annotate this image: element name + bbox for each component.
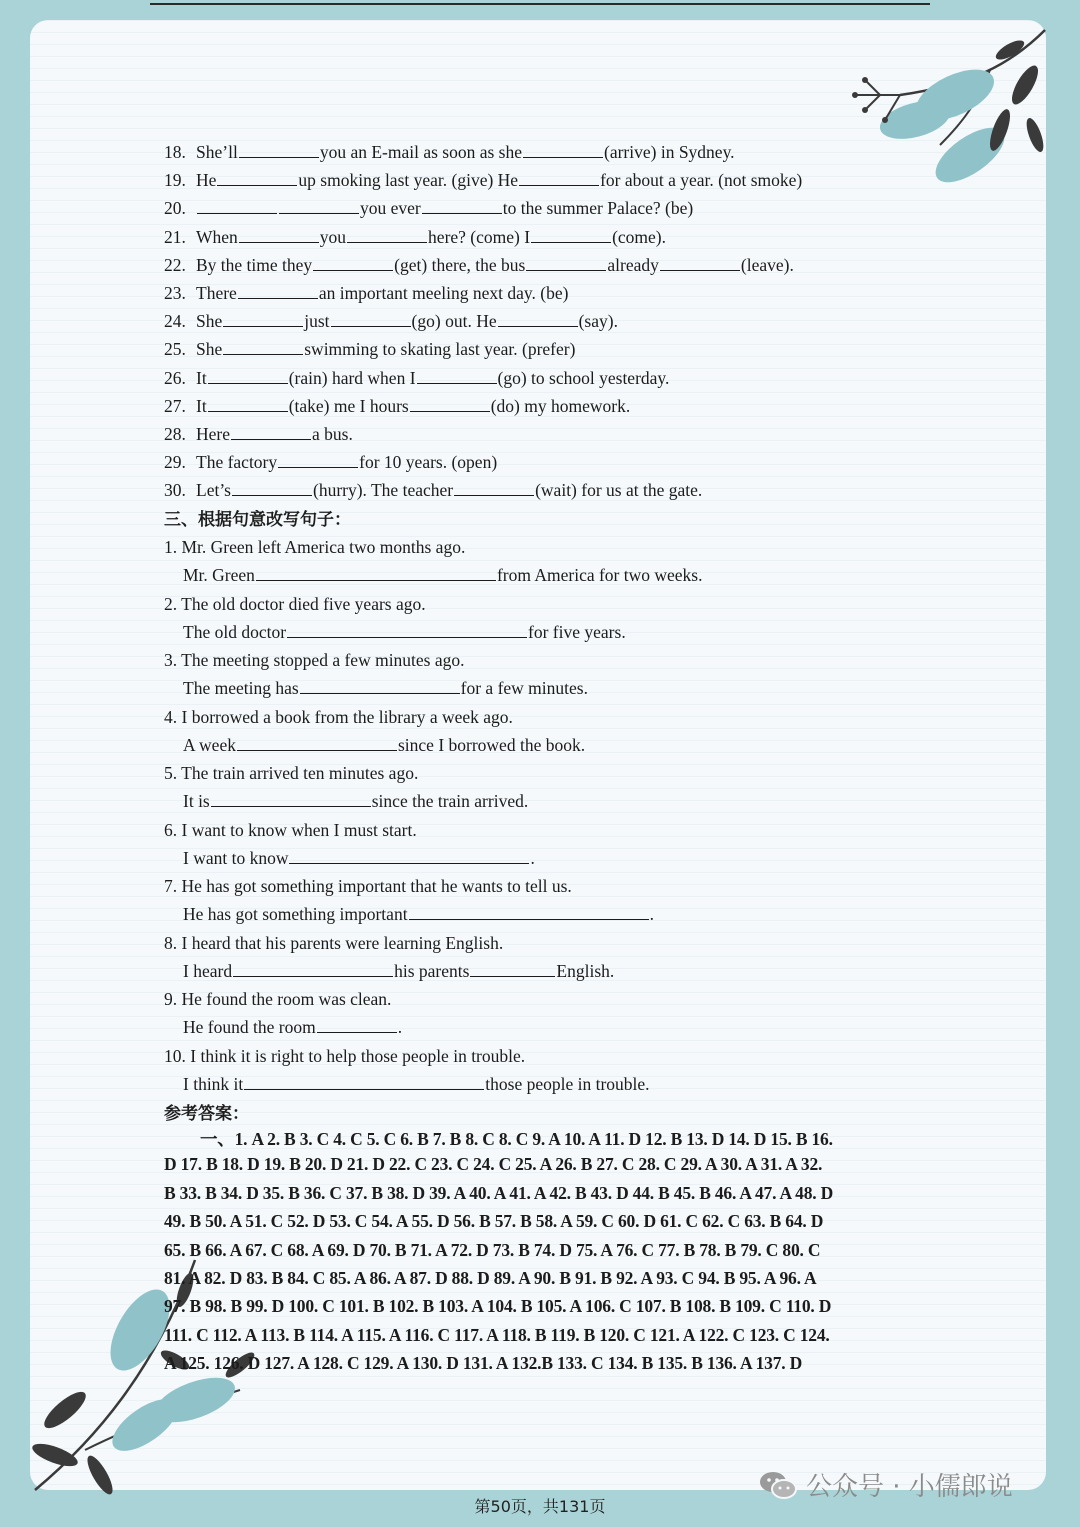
answer-blank[interactable] [237,734,397,751]
item-text: It [196,395,207,416]
question-text: 2. The old doctor died five years ago. [164,593,426,614]
rewrite-question [164,988,391,1010]
answer-text: for five years. [528,621,626,642]
item-number: 28. [164,424,186,444]
item-text: you an E-mail as soon as she [319,142,522,162]
rewrite-answer [183,677,588,699]
item-text: (arrive) in Sydney. [604,142,735,162]
rewrite-answer [183,847,535,869]
exercise-item [164,338,575,360]
question-text: 9. He found the room was clean. [164,989,392,1009]
answer-blank[interactable] [256,564,496,581]
wechat-icon [758,1469,798,1501]
question-text: 7. He has got something important that he wants to tell us. [164,876,572,896]
answer-text: It is [183,791,210,812]
answer-key-line: A 125. 126. D 127. A 128. C 129. A 130. D 131. A 132.B 133. C 134. B 135. B 136. A 137. D [164,1353,803,1374]
item-text: (get) there, the bus [394,254,526,275]
exercise-item [164,141,735,163]
answer-key-line: 111. C 112. A 113. B 114. A 115. A 116. C 117. A 118. B 119. B 120. C 121. A 122. C 123. C 124. [164,1324,830,1345]
section-3-heading: 三、根据句意改写句子： [164,510,351,530]
answer-key-line: 81. A 82. D 83. B 84. C 85. A 86. A 87. D 88. D 89. A 90. B 91. B 92. A 93. C 94. B 95. A 96. A [164,1268,817,1288]
item-number: 26. [164,367,186,388]
item-text: Here [196,424,231,444]
answer-blank[interactable] [223,310,303,327]
answer-blank[interactable] [211,790,371,807]
rewrite-question [164,706,513,728]
item-text: just [304,311,330,332]
item-number: 29. [164,452,186,473]
answer-text: The meeting has [183,678,299,699]
exercise-item [164,479,702,501]
rewrite-question [164,649,465,671]
rewrite-answer [183,1016,402,1038]
item-text: She [196,311,223,332]
rewrite-question [164,593,426,615]
rewrite-question [164,819,417,841]
answer-blank[interactable] [208,395,288,412]
answer-blank[interactable] [313,254,393,271]
answer-text: He found the room [183,1017,316,1038]
question-text: 6. I want to know when I must start. [164,819,417,840]
answer-text: from America for two weeks. [496,565,703,586]
item-text: you [319,226,347,247]
item-text: a bus. [312,424,353,444]
item-number: 22. [164,254,186,275]
item-text: When [196,226,238,247]
answer-blank[interactable] [660,254,740,271]
item-text: By the time they [196,254,313,275]
rewrite-question [164,762,418,784]
item-text: She’ll [196,142,238,162]
exercise-item [164,254,794,276]
item-number: 23. [164,283,186,303]
item-text: There [196,283,237,303]
exercise-item [164,395,630,417]
exercise-item [164,367,669,389]
answer-blank[interactable] [417,367,497,384]
answer-blank[interactable] [197,197,277,214]
item-text: (wait) for us at the gate. [535,480,703,501]
exercise-item [164,282,568,304]
exercise-item [164,226,666,248]
answer-blank[interactable] [239,141,319,158]
page-footer: 第50页，共131页 [474,1497,606,1516]
item-number: 30. [164,480,186,501]
question-text: 1. Mr. Green left America two months ago. [164,537,466,557]
rewrite-answer [183,734,585,756]
item-text: (rain) hard when I [288,367,416,388]
exercise-item [164,451,497,473]
item-text: (say). [578,311,618,332]
exercise-item [164,423,353,445]
item-text: for 10 years. (open) [359,452,498,473]
item-text: (hurry). The teacher [313,480,454,501]
answer-text: He has got something important [183,904,408,925]
watermark [758,1466,1013,1503]
answer-text: since I borrowed the book. [397,734,586,755]
answer-blank[interactable] [347,226,427,243]
answer-text: his parents [394,960,470,981]
item-number: 24. [164,311,186,332]
item-text: Let’s [196,480,231,501]
answer-text: Mr. Green [183,565,255,586]
answer-blank[interactable] [279,197,359,214]
answer-blank[interactable] [317,1016,397,1033]
item-text: an important meeling next day. (be) [318,283,569,303]
answer-text: English. [556,960,615,981]
answer-blank[interactable] [239,226,319,243]
answer-blank[interactable] [470,960,555,977]
answer-blank[interactable] [208,367,288,384]
answers-heading: 参考答案： [164,1104,249,1124]
item-text: (leave). [740,254,794,275]
answer-text: The old doctor [183,621,287,642]
item-text: (go) out. He [411,311,497,332]
item-number: 20. [164,198,186,219]
item-number: 25. [164,339,186,360]
answer-key-line: 一、1. A 2. B 3. C 4. C 5. C 6. B 7. B 8. C 8. C 9. A 10. A 11. D 12. B 13. D 14. D 15. B 16. [200,1129,833,1149]
item-text: (do) my homework. [490,395,631,416]
rewrite-question [164,1045,525,1067]
answer-text: since the train arrived. [371,791,529,812]
rewrite-question [164,932,503,954]
item-text: for about a year. (not smoke) [600,170,803,191]
item-text: It [196,367,207,388]
watermark-text: 公众号 · 小儒郎说 [806,1472,1013,1502]
item-text: (come). [612,226,666,247]
item-text: (take) me I hours [288,395,409,416]
answer-blank[interactable] [238,282,318,299]
item-text: He [196,170,217,191]
answer-blank[interactable] [231,423,311,440]
answer-text: A week [183,734,236,755]
answer-blank[interactable] [410,395,490,412]
answer-key-line: D 17. B 18. D 19. B 20. D 21. D 22. C 23. C 24. C 25. A 26. B 27. C 28. C 29. A 30. A 31. A 32. [164,1154,823,1175]
exercise-item [164,169,802,191]
item-text: She [196,339,223,360]
answer-blank[interactable] [498,310,578,327]
rewrite-answer [183,960,614,982]
answer-blank[interactable] [409,903,649,920]
answer-key-line: 97. B 98. B 99. D 100. C 101. B 102. B 103. A 104. B 105. A 106. C 107. B 108. B 109. C 110. D [164,1296,832,1317]
answer-blank[interactable] [331,310,411,327]
rewrite-question [164,875,572,897]
rewrite-answer [183,903,654,925]
answer-key-line: 49. B 50. A 51. C 52. D 53. C 54. A 55. D 56. B 57. B 58. A 59. C 60. D 61. C 62. C 63. B 64. D [164,1211,824,1232]
answer-text: I heard [183,960,233,981]
item-number: 19. [164,170,186,191]
answer-text: those people in trouble. [485,1073,650,1094]
rewrite-answer [183,564,703,586]
item-text: here? (come) I [428,226,531,247]
answer-text: . [397,1017,403,1038]
answer-key-line: B 33. B 34. D 35. B 36. C 37. B 38. D 39. A 40. A 41. A 42. B 43. D 44. B 45. B 46. A 47. A 48. D [164,1182,834,1203]
question-text: 3. The meeting stopped a few minutes ago. [164,650,465,670]
exercise-item [164,197,693,219]
answer-blank[interactable] [422,197,502,214]
question-text: 5. The train arrived ten minutes ago. [164,763,419,783]
item-text: you ever [360,198,421,219]
item-number: 27. [164,395,186,416]
answer-text: for a few minutes. [460,678,588,699]
rewrite-question [164,536,465,558]
answer-blank[interactable] [217,169,297,186]
item-number: 21. [164,226,186,247]
answer-blank[interactable] [233,960,393,977]
item-text: up smoking last year. (give) He [298,170,519,191]
answer-blank[interactable] [531,226,611,243]
item-text: already [607,254,659,275]
answer-blank[interactable] [278,451,358,468]
item-text: (go) to school yesterday. [497,367,670,388]
rewrite-answer [183,621,626,643]
answer-blank[interactable] [523,141,603,158]
exercise-item [164,310,618,332]
answer-blank[interactable] [289,847,529,864]
answer-blank[interactable] [519,169,599,186]
answer-text: . [530,847,535,868]
item-text: to the summer Palace? (be) [502,198,694,219]
answer-blank[interactable] [454,479,534,496]
item-text: The factory [196,452,278,473]
answer-text: I want to know [183,847,289,868]
question-text: 10. I think it is right to help those people in trouble. [164,1045,526,1066]
answer-blank[interactable] [526,254,606,271]
answer-text: . [649,904,654,925]
answer-blank[interactable] [244,1073,484,1090]
rewrite-answer [183,790,528,812]
rewrite-answer [183,1073,650,1095]
answer-blank[interactable] [232,479,312,496]
answer-blank[interactable] [300,677,460,694]
answer-blank[interactable] [287,621,527,638]
answer-text: I think it [183,1073,244,1094]
question-text: 8. I heard that his parents were learning English. [164,932,504,953]
item-text: swimming to skating last year. (prefer) [304,339,576,360]
answer-key-line: 65. B 66. A 67. C 68. A 69. D 70. B 71. A 72. D 73. B 74. D 75. A 76. C 77. B 78. B 79. C 80. C [164,1239,821,1260]
item-number: 18. [164,142,186,162]
question-text: 4. I borrowed a book from the library a week ago. [164,706,513,727]
answer-blank[interactable] [223,338,303,355]
